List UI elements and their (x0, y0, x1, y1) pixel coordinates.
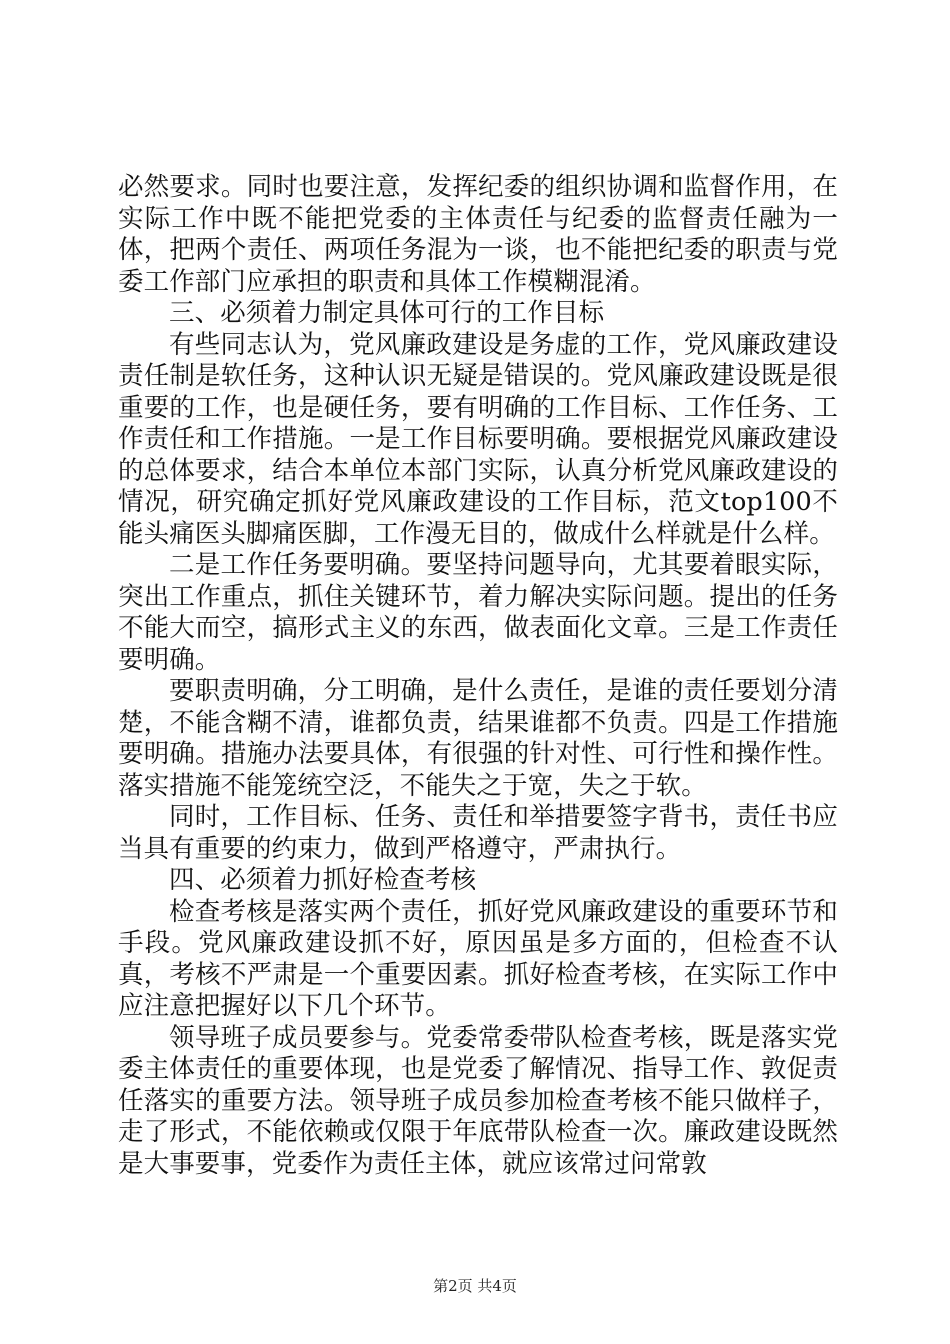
paragraph-4: 二是工作任务要明确。要坚持问题导向，尤其要着眼实际，突出工作重点，抓住关键环节，着力解决实际问题。提出的任务不能大而空，搞形式主义的东西，做表面化文章。三是工作责任要明确。 (118, 550, 838, 675)
paragraph-6: 同时，工作目标、任务、责任和举措要签字背书，责任书应当具有重要的约束力，做到严格遵守，严肃执行。 (118, 802, 838, 864)
section-heading-4: 四、必须着力抓好检查考核 (169, 865, 477, 895)
page-number-footer: 第2页 共4页 (433, 1277, 517, 1295)
paragraph-8: 检查考核是落实两个责任，抓好党风廉政建设的重要环节和手段。党风廉政建设抓不好，原因虽是多方面的，但检查不认真，考核不严肃是一个重要因素。抓好检查考核，在实际工作中应注意把握好以下几个环节。 (118, 896, 838, 1021)
paragraph-1: 必然要求。同时也要注意，发挥纪委的组织协调和监督作用，在实际工作中既不能把党委的主体责任与纪委的监督责任融为一体，把两个责任、两项任务混为一谈，也不能把纪委的职责与党委工作部门应承担的职责和具体工作模糊混淆。 (118, 172, 838, 297)
paragraph-9: 领导班子成员要参与。党委常委带队检查考核，既是落实党委主体责任的重要体现，也是党委了解情况、指导工作、敦促责任落实的重要方法。领导班子成员参加检查考核不能只做样子，走了形式，不能依赖或仅限于年底带队检查一次。廉政建设既然是大事要事，党委作为责任主体，就应该常过问常敦 (118, 1022, 838, 1179)
paragraph-5: 要职责明确，分工明确，是什么责任，是谁的责任要划分清楚，不能含糊不清，谁都负责，结果谁都不负责。四是工作措施要明确。措施办法要具体，有很强的针对性、可行性和操作性。落实措施不能笼统空泛，不能失之于宽，失之于软。 (118, 676, 838, 801)
paragraph-3: 有些同志认为，党风廉政建设是务虚的工作，党风廉政建设责任制是软任务，这种认识无疑是错误的。党风廉政建设既是很重要的工作，也是硬任务，要有明确的工作目标、工作任务、工作责任和工作措施。一是工作目标要明确。要根据党风廉政建设的总体要求，结合本单位本部门实际，认真分析党风廉政建设的情况，研究确定抓好党风廉政建设的工作目标，范文top100不能头痛医头脚痛医脚，工作漫无目的，做成什么样就是什么样。 (118, 329, 838, 549)
section-heading-3: 三、必须着力制定具体可行的工作目标 (169, 298, 605, 328)
document-body (118, 172, 838, 1180)
